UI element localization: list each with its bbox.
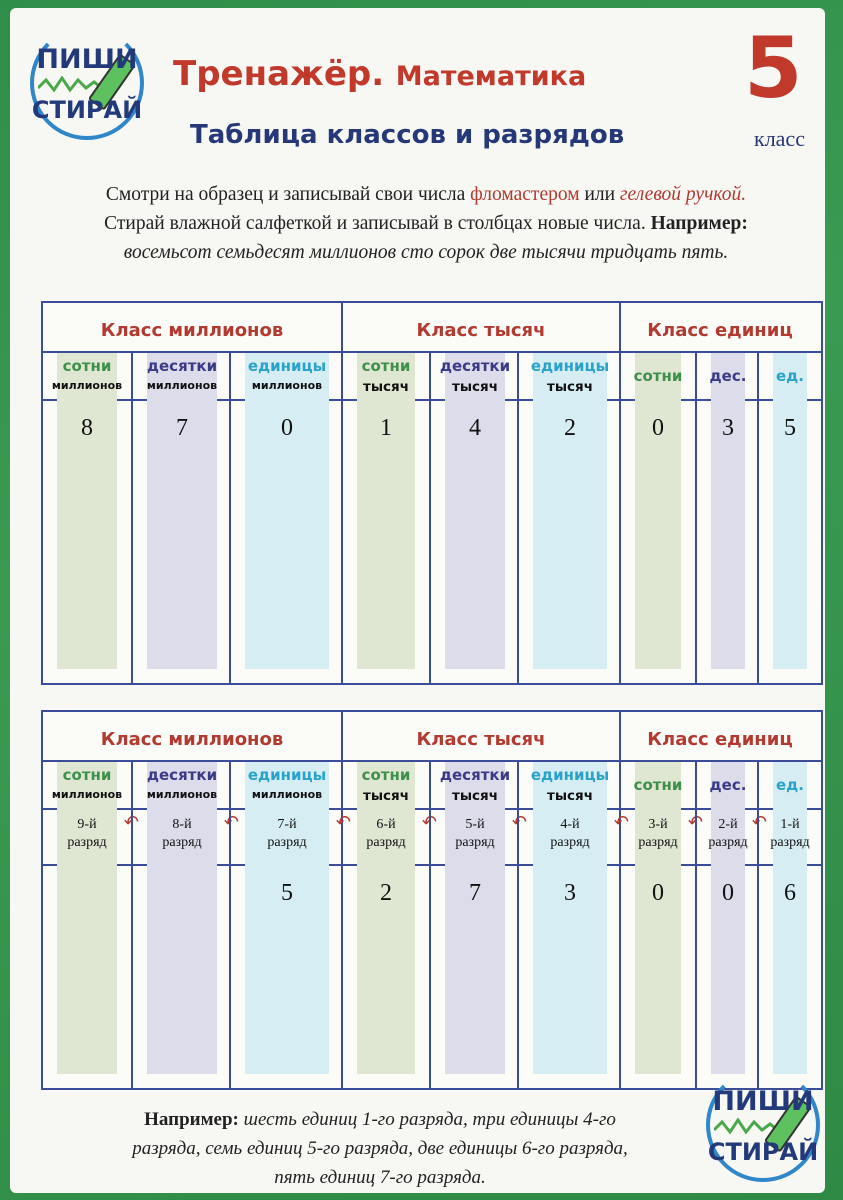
column-header-main: дес.	[709, 367, 747, 385]
rank-word: разряд	[550, 835, 590, 850]
digit-column-9	[43, 353, 131, 683]
rank-number: 4-й	[560, 817, 580, 832]
intro-line-3: восемьсот семьдесят миллионов сто сорок две тысячи тридцать пять.	[123, 242, 729, 263]
digit-value[interactable]: 5	[281, 880, 293, 906]
intro-line-1-text: Смотри на образец и записывай свои числа	[105, 184, 471, 205]
column-tint	[445, 353, 505, 669]
curved-arrow-icon: ↶	[687, 812, 703, 833]
column-header-main: десятки	[146, 357, 218, 375]
curved-arrow-icon: ↶	[123, 812, 139, 833]
intro-highlight-pen: гелевой ручкой.	[619, 184, 747, 205]
digit-column-1	[757, 353, 821, 683]
column-tint	[445, 762, 505, 1074]
footer-line-2: разряда, семь единиц 5-го разряда, две единицы 6-го разряда,	[132, 1138, 628, 1159]
column-tint	[357, 353, 415, 669]
curved-arrow-icon: ↶	[751, 812, 767, 833]
digit-value[interactable]: 0	[652, 880, 664, 906]
rank-number: 8-й	[172, 817, 192, 832]
column-header-main: сотни	[361, 357, 411, 375]
title-part-1: Тренажёр.	[173, 54, 385, 94]
column-tint	[357, 762, 415, 1074]
column-tint	[635, 762, 681, 1074]
column-tint	[147, 762, 217, 1074]
column-tint	[635, 353, 681, 669]
digit-value[interactable]: 3	[722, 415, 734, 441]
class-units-header: Класс единиц	[647, 320, 793, 341]
grade-word: класс	[754, 126, 805, 151]
worksheet-card	[10, 8, 825, 1193]
intro-line-1	[30, 180, 822, 209]
place-value-table-example	[41, 301, 823, 685]
rank-label	[231, 816, 343, 852]
footer-line-3: пять единиц 7-го разряда.	[274, 1167, 486, 1188]
footer-example-label: Например:	[144, 1109, 239, 1130]
column-header-main: дес.	[709, 776, 747, 794]
digit-column-6	[343, 762, 437, 1088]
intro-line-2	[30, 209, 822, 238]
digit-column-2	[695, 353, 759, 683]
column-header-main: единицы	[530, 766, 610, 784]
curved-arrow-icon: ↶	[421, 812, 437, 833]
column-header-main: ед.	[776, 776, 804, 794]
column-tint	[245, 353, 329, 669]
column-header-main: сотни	[633, 367, 683, 385]
rank-label	[759, 816, 821, 852]
column-header-main: десятки	[439, 766, 511, 784]
intro-example-label: Например:	[650, 213, 748, 234]
digit-column-7	[229, 762, 351, 1088]
rank-word: разряд	[366, 835, 406, 850]
rank-label	[43, 816, 131, 852]
column-tint	[533, 353, 607, 669]
rank-number: 9-й	[77, 817, 97, 832]
page-title	[173, 54, 586, 94]
column-tint	[773, 353, 807, 669]
digit-column-3	[621, 353, 695, 683]
logo-top	[22, 18, 152, 148]
digit-value[interactable]: 7	[176, 415, 188, 441]
digit-column-4	[517, 762, 629, 1088]
digit-column-5	[429, 353, 519, 683]
digit-value[interactable]: 2	[564, 415, 576, 441]
digit-value[interactable]: 5	[784, 415, 796, 441]
column-header-main: сотни	[62, 357, 112, 375]
digit-value[interactable]: 8	[81, 415, 93, 441]
rank-word: разряд	[708, 835, 748, 850]
column-header-main: единицы	[530, 357, 610, 375]
column-header-sub: тысяч	[452, 788, 498, 804]
rank-number: 7-й	[277, 817, 297, 832]
curved-arrow-icon: ↶	[335, 812, 351, 833]
rank-word: разряд	[770, 835, 810, 850]
logo-word-2: СТИРАЙ	[31, 96, 143, 124]
digit-value[interactable]: 0	[722, 880, 734, 906]
class-millions-header: Класс миллионов	[100, 729, 284, 750]
rank-label	[431, 816, 519, 852]
column-header-sub: тысяч	[363, 788, 409, 804]
logo-word-1: ПИШИ	[712, 1086, 814, 1117]
column-header-main: сотни	[62, 766, 112, 784]
digit-column-8	[131, 762, 239, 1088]
curved-arrow-icon: ↶	[223, 812, 239, 833]
digit-value[interactable]: 0	[652, 415, 664, 441]
digit-column-2	[695, 762, 767, 1088]
rank-label	[519, 816, 621, 852]
intro-line-2-text: Стирай влажной салфеткой и записывай в столбцах новые числа.	[104, 213, 651, 234]
column-header-sub: тысяч	[452, 379, 498, 395]
digit-value[interactable]: 3	[564, 880, 576, 906]
intro-highlight-marker: фломастером	[470, 184, 580, 205]
column-header-main: сотни	[361, 766, 411, 784]
digit-column-6	[343, 353, 429, 683]
title-part-2: Математика	[395, 61, 587, 92]
footer-line-1	[40, 1105, 720, 1134]
column-header-main: единицы	[247, 766, 327, 784]
curved-arrow-icon: ↶	[511, 812, 527, 833]
digit-column-9	[43, 762, 139, 1088]
class-thousands-header: Класс тысяч	[416, 320, 546, 341]
column-header-sub: миллионов	[251, 788, 323, 801]
column-tint	[711, 762, 745, 1074]
column-tint	[711, 353, 745, 669]
column-header-sub: миллионов	[51, 379, 123, 392]
page-subtitle: Таблица классов и разрядов	[190, 120, 625, 150]
grade-number: 5	[744, 19, 803, 117]
column-header-sub: миллионов	[251, 379, 323, 392]
column-header-sub: тысяч	[363, 379, 409, 395]
footer-line-1-text: шесть единиц 1-го разряда, три единицы 4-го	[238, 1109, 616, 1130]
rank-number: 3-й	[648, 817, 668, 832]
class-units-header: Класс единиц	[647, 729, 793, 750]
rank-label	[697, 816, 759, 852]
column-header-main: единицы	[247, 357, 327, 375]
column-tint	[57, 762, 117, 1074]
column-tint	[57, 353, 117, 669]
column-tint	[245, 762, 329, 1074]
rank-word: разряд	[267, 835, 307, 850]
digit-value[interactable]: 6	[784, 880, 796, 906]
digit-column-7	[229, 353, 343, 683]
column-header-sub: миллионов	[146, 379, 218, 392]
digit-column-8	[131, 353, 231, 683]
column-header-main: десятки	[146, 766, 218, 784]
digit-column-3	[621, 762, 703, 1088]
rank-word: разряд	[455, 835, 495, 850]
class-thousands-header: Класс тысяч	[416, 729, 546, 750]
column-tint	[147, 353, 217, 669]
digit-column-5	[429, 762, 527, 1088]
digit-value[interactable]: 0	[281, 415, 293, 441]
digit-value[interactable]: 2	[380, 880, 392, 906]
rank-word: разряд	[67, 835, 107, 850]
place-value-table-ranks	[41, 710, 823, 1090]
rank-label	[343, 816, 429, 852]
column-header-sub: тысяч	[547, 788, 593, 804]
column-header-sub: миллионов	[146, 788, 218, 801]
curved-arrow-icon: ↶	[613, 812, 629, 833]
rank-number: 2-й	[718, 817, 738, 832]
rank-number: 6-й	[376, 817, 396, 832]
column-header-main: сотни	[633, 776, 683, 794]
rank-label	[133, 816, 231, 852]
column-tint	[773, 762, 807, 1074]
digit-value[interactable]: 4	[469, 415, 481, 441]
rank-word: разряд	[638, 835, 678, 850]
logo-word-2: СТИРАЙ	[707, 1138, 819, 1166]
column-tint	[533, 762, 607, 1074]
rank-number: 5-й	[465, 817, 485, 832]
footer-example	[40, 1105, 720, 1192]
digit-value[interactable]: 1	[380, 415, 392, 441]
column-header-main: ед.	[776, 367, 804, 385]
digit-column-4	[517, 353, 621, 683]
intro-line-1-or: или	[579, 184, 620, 205]
class-millions-header: Класс миллионов	[100, 320, 284, 341]
digit-column-1	[757, 762, 821, 1088]
rank-word: разряд	[162, 835, 202, 850]
column-header-sub: миллионов	[51, 788, 123, 801]
logo-word-1: ПИШИ	[36, 44, 138, 75]
intro-text	[30, 180, 822, 267]
column-header-sub: тысяч	[547, 379, 593, 395]
rank-label	[621, 816, 695, 852]
logo-bottom	[698, 1060, 828, 1190]
digit-value[interactable]: 7	[469, 880, 481, 906]
rank-number: 1-й	[780, 817, 800, 832]
column-header-main: десятки	[439, 357, 511, 375]
